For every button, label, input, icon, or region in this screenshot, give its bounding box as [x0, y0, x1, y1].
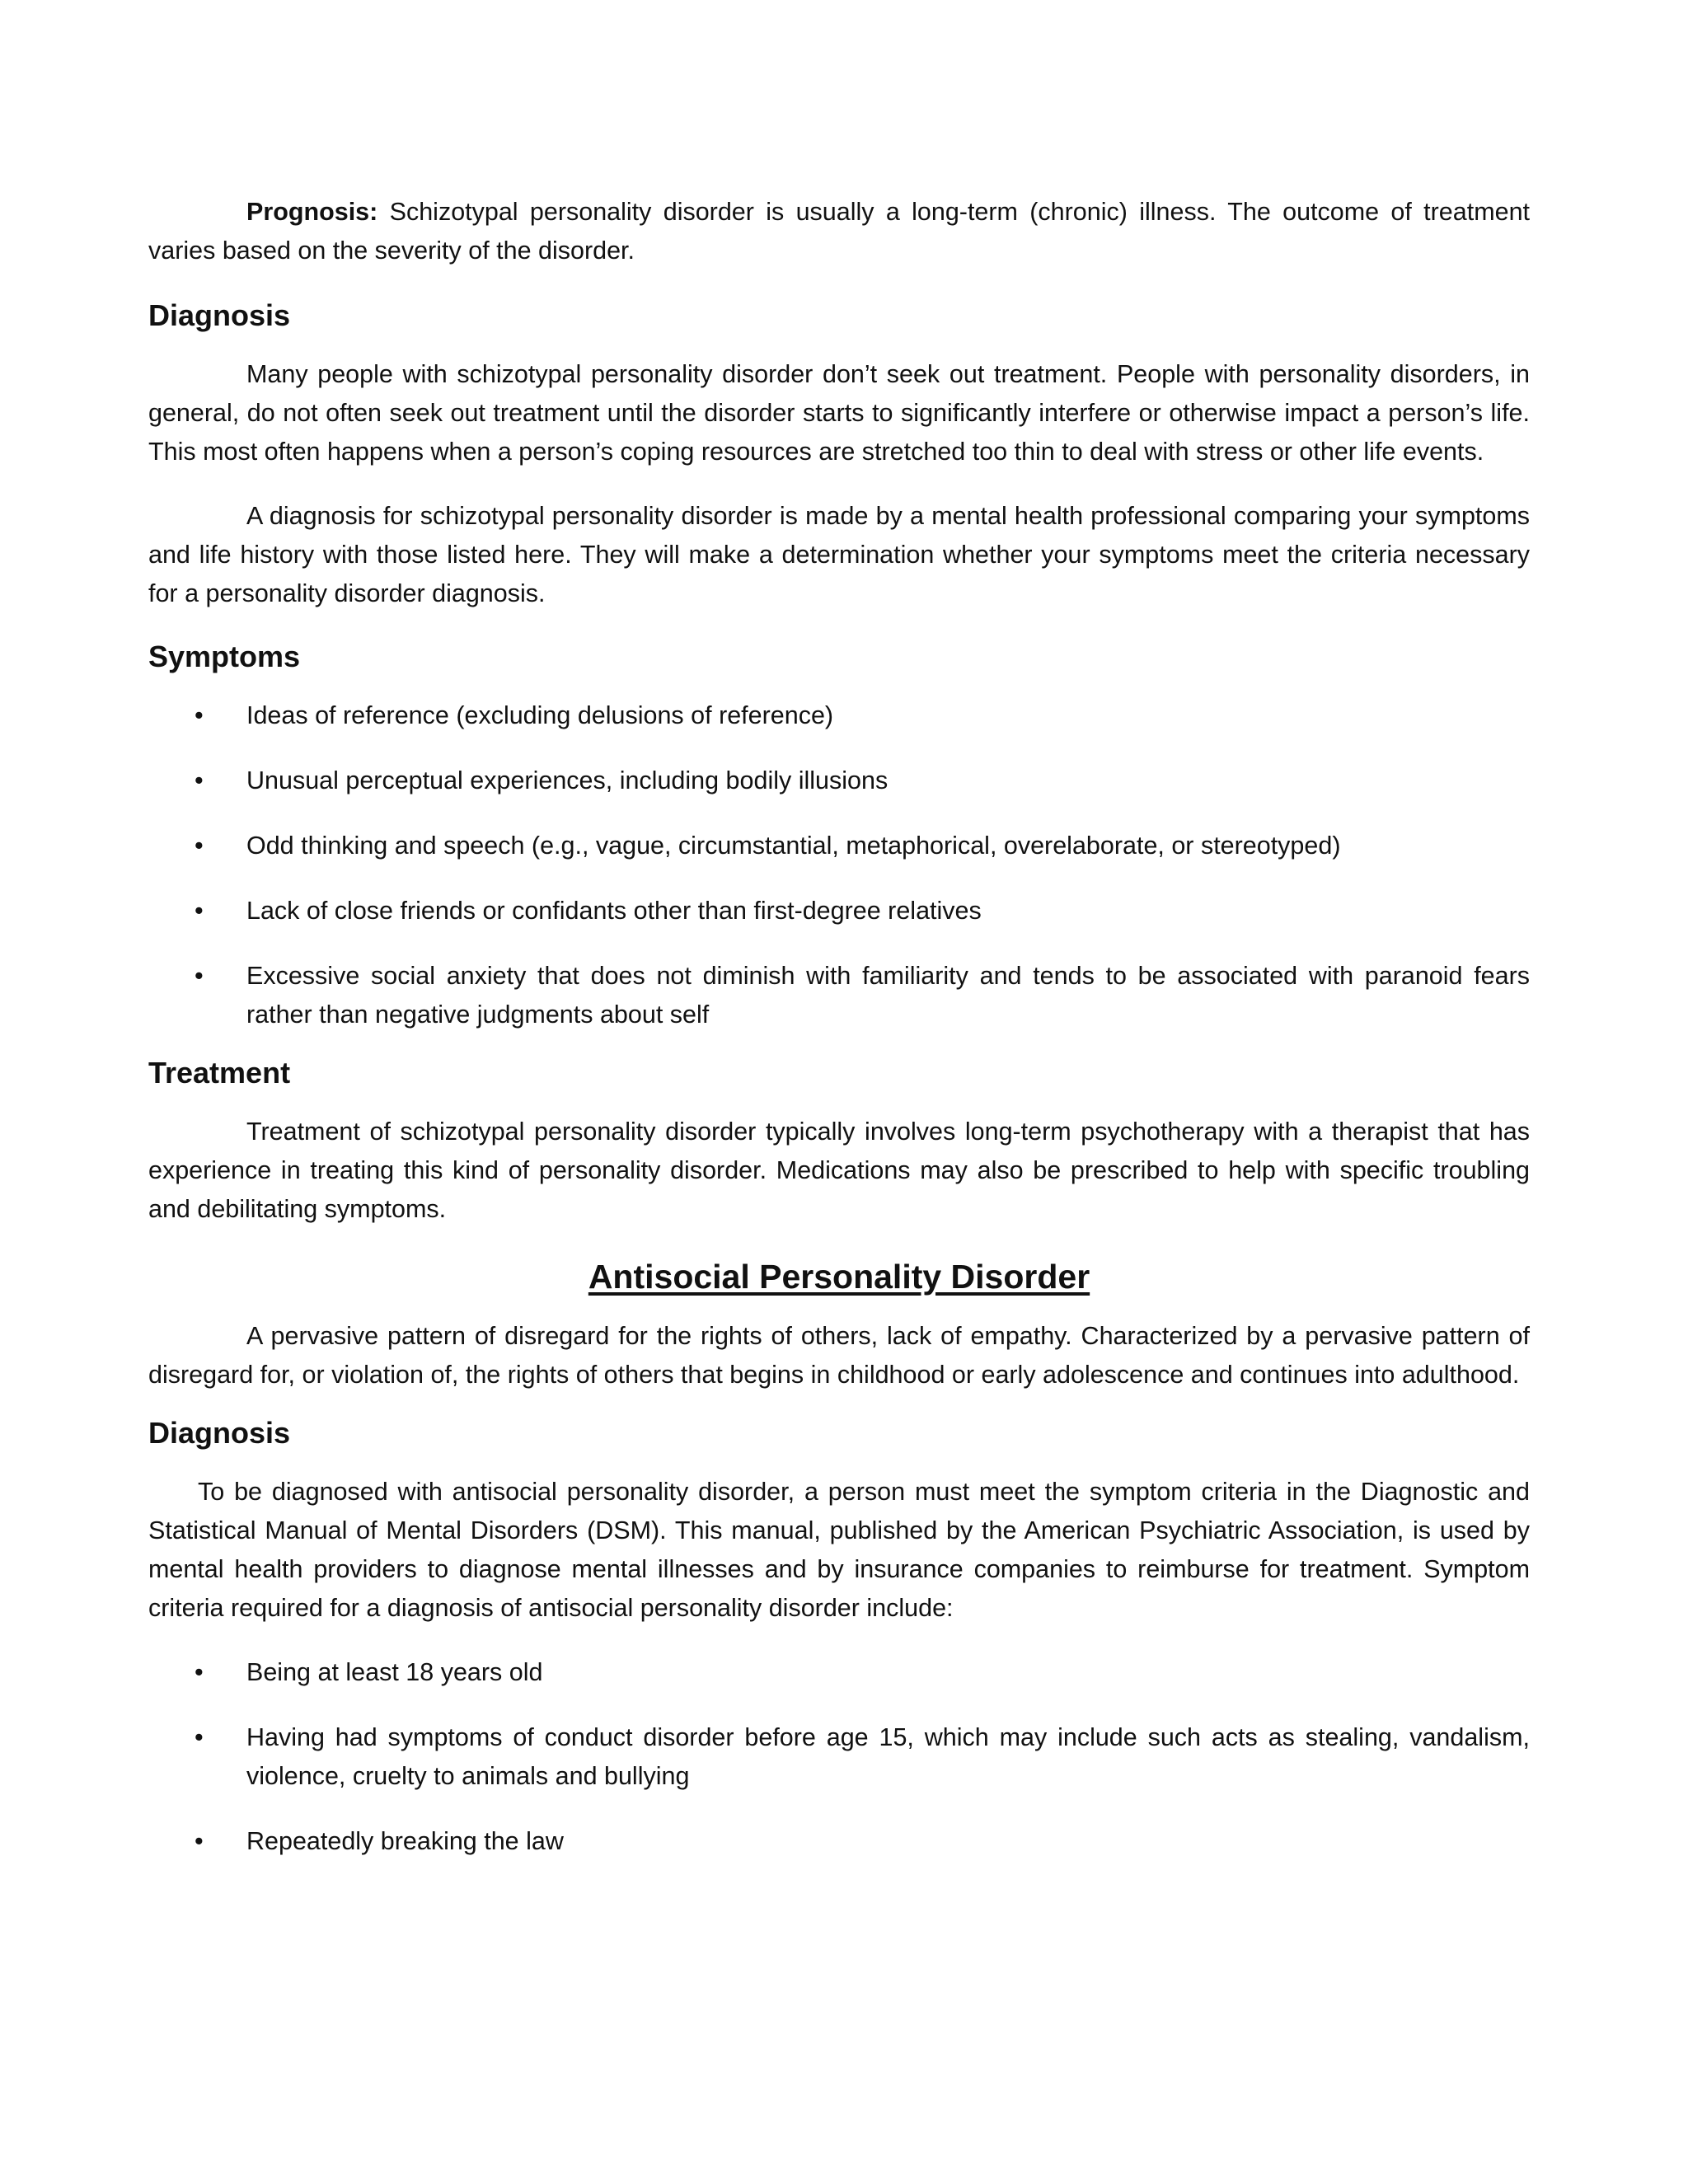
- bullet-glyph: •: [195, 701, 204, 729]
- diagnosis-heading: Diagnosis: [148, 298, 291, 332]
- section-title: Antisocial Personality Disorder: [588, 1258, 1090, 1296]
- prognosis-label: Prognosis:: [246, 198, 378, 226]
- symptoms-list: [148, 696, 1530, 1034]
- bullet-glyph: •: [195, 1827, 204, 1855]
- bullet-glyph: •: [195, 832, 204, 860]
- list-item: • Having had symptoms of conduct disorder before age 15, which may include such acts as stealing, vandalism, violence, cruelty to animals and bullying: [148, 1718, 1530, 1796]
- bullet-glyph: •: [195, 897, 204, 925]
- document-page: [148, 193, 1530, 1861]
- diagnosis-heading-2: Diagnosis: [148, 1416, 291, 1450]
- bullet-glyph: •: [195, 1658, 204, 1686]
- prognosis-text: Schizotypal personality disorder is usually a long-term (chronic) illness. The outcome of treatment varies based on the severity of the disorder.: [148, 198, 1530, 265]
- list-item: • Repeatedly breaking the law: [148, 1822, 1530, 1861]
- bullet-glyph: •: [195, 766, 204, 794]
- antisocial-intro-paragraph: A pervasive pattern of disregard for the rights of others, lack of empathy. Characterized by a pervasive pattern of disregard for, or violation of, the rights of others that begins in childhood or early adolescence and continues into adulthood.: [148, 1322, 1530, 1389]
- treatment-paragraph: Treatment of schizotypal personality disorder typically involves long-term psychotherapy with a therapist that has experience in treating this kind of personality disorder. Medications may also be prescribed to help with specific troubling and debilitating symptoms.: [148, 1118, 1530, 1223]
- list-item: • Unusual perceptual experiences, including bodily illusions: [148, 762, 1530, 800]
- list-item: • Excessive social anxiety that does not diminish with familiarity and tends to be associated with paranoid fears rather than negative judgments about self: [148, 957, 1530, 1034]
- diagnosis-paragraph-1: Many people with schizotypal personality disorder don’t seek out treatment. People with personality disorders, in general, do not often seek out treatment until the disorder starts to significantly interfere or otherwise impact a person’s life. This most often happens when a person’s coping resources are stretched too thin to deal with stress or other life events.: [148, 360, 1530, 466]
- diagnosis-paragraph-2: A diagnosis for schizotypal personality disorder is made by a mental health professional comparing your symptoms and life history with those listed here. They will make a determination whether your symptoms meet the criteria necessary for a personality disorder diagnosis.: [148, 502, 1530, 607]
- prognosis-paragraph: [148, 193, 1530, 270]
- list-item: • Odd thinking and speech (e.g., vague, circumstantial, metaphorical, overelaborate, or stereotyped): [148, 827, 1530, 865]
- criteria-list: [148, 1653, 1530, 1861]
- symptoms-heading: Symptoms: [148, 640, 301, 673]
- bullet-glyph: •: [195, 1723, 204, 1751]
- list-item: • Being at least 18 years old: [148, 1653, 1530, 1692]
- treatment-heading: Treatment: [148, 1056, 291, 1090]
- bullet-glyph: •: [195, 962, 204, 990]
- list-item: • Ideas of reference (excluding delusions of reference): [148, 696, 1530, 735]
- diagnosis-criteria-paragraph: To be diagnosed with antisocial personality disorder, a person must meet the symptom criteria in the Diagnostic and Statistical Manual of Mental Disorders (DSM). This manual, published by the American Psychiatric Association, is used by mental health providers to diagnose mental illnesses and by insurance companies to reimburse for treatment. Symptom criteria required for a diagnosis of antisocial personality disorder include:: [148, 1478, 1530, 1622]
- list-item: • Lack of close friends or confidants other than first-degree relatives: [148, 892, 1530, 930]
